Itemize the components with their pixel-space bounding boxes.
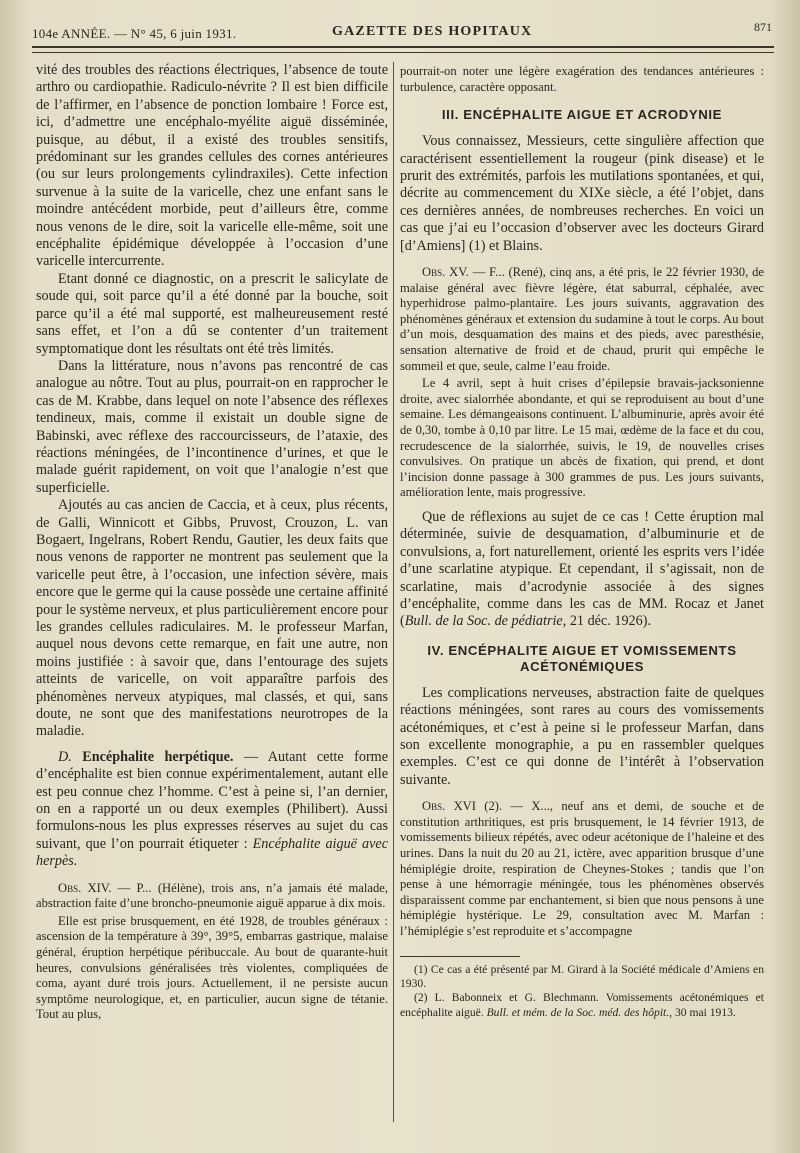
left-column [36,62,388,1023]
paragraph: Les complications nerveuses, abstraction faite de quelques réactions méningées, sont rares au cours des vomissements acétonémiques, et c’est à peine si le professeur Marfan, dans son excellente monographie, a pu en rassembler quelques exemples. C’est ce qui donne de l’intérêt à l’observation suivante. [400,684,764,788]
footnote-rule [400,956,520,957]
paragraph: Vous connaissez, Messieurs, cette singulière affection que caractérisent essentiellement la rougeur (pink disease) et le prurit des extrémités, parfois les mutilations spontanées, et qui, décrite au commencement du XIXe siècle, a été l’objet, dans ces dernières années, de nombreuses recherches. En voici un cas que j’ai eu l’occasion d’observer avec les docteurs Girard [d’Amiens] (1) et Blains. [400,133,764,254]
paragraph [400,509,764,631]
obs-label: Obs. XVI (2). [422,799,503,814]
observation-15 [400,265,764,374]
obs-text: — F... (René), cinq ans, a été pris, le 22 février 1930, de malaise général avec fièvre légère, état saburral, céphalée, avec hyperhidrose palmo-plantaire. Les jours suivants, aggravation des phénomènes généraux et extension du sudamine à tout le corps. Au bout d’un mois, desquamation des mains et des pieds, avec paresthésie, sensation alternative de froid et de chaud, prurit qui empêche le sommeil et que, seule, calme l’eau froide. [400,265,764,373]
obs-text: — X..., neuf ans et demi, de souche et de constitution arthritiques, est pris brusquement, le 14 février 1913, de vomissements bilieux répétés, avec odeur acétonique de l’haleine et des urines. Dans la nuit du 20 au 21, ictère, avec apparition brusque d’une hémiplégie droite, respiration de Cheynes-Stokes ; tandis que l’on pense à une hémorragie méningée, tous les phénomènes observés disparaissent comme par enchantement, si bien que nous pensons à une hémiplégie hystérique. Le 29, consultation avec M. Marfan : l’hémiplégie s’est reproduite et s’accompagne [400,799,764,938]
obs-label: Obs. XIV. [58,880,112,895]
paragraph: Etant donné ce diagnostic, on a prescrit le salicylate de soude qui, soit parce qu’il a été donné par la bouche, soit parce qu’il a été mal supporté, est malheureusement resté sans effet, et l’on a dû se contenter d’un traitement symptomatique dont les résultats ont été très limités. [36,270,388,357]
section-heading-iii: III. ENCÉPHALITE AIGUE ET ACRODYNIE [441,107,723,123]
observation-14-body: Elle est prise brusquement, en été 1928, de troubles généraux : ascension de la température à 39°, 39°5, embarras gastrique, malaise général, éruption herpétique péribuccale. Au bout de quarante-huit heures, convulsions généralisées très violentes, compliquées de coma, ayant duré trois jours. Actuellement, il ne persiste aucun symptôme neurologique, et, en particulier, aucun signe de tétanie. Tout au plus, [36,913,388,1022]
text: Que de réflexions au sujet de ce cas ! Cette éruption mal déterminée, suivie de desquamation, d’albuminurie et de convulsions, a, fort naturellement, orienté les esprits vers l’idée d’une scarlatine atypique. Et cependant, il s’agissait, non de scarlatine, mais d’acrodynie associée à des signes d’encéphalite, comme dans les cas de MM. Rocaz et Janet ( [400,508,764,630]
page-header [32,22,772,44]
footnote-1: (1) Ce cas a été présenté par M. Girard à la Société médicale d’Amiens en 1930. [400,962,764,990]
citation-italic: Bull. de la Soc. de pédiatrie [404,613,563,630]
observation-16 [400,799,764,939]
section-d-label: D. [58,748,72,765]
obs-text: — P... (Hélène), trois ans, n’a jamais été malade, abstraction faite d’une broncho-pneumonie aiguë apparue à dix mois. [36,880,388,911]
paragraph: Ajoutés au cas ancien de Caccia, et à ceux, plus récents, de Galli, Winnicott et Gibbs, Pruvost, Crouzon, L. van Bogaert, Ingelrans, Robert Rendu, Gautier, les deux faits que nous venons de rapporter ne montrent pas seulement que la varicelle peut être, à l’occasion, une infection sévère, mais encore que le germe qui la cause possède une certaine affinité pour le système nerveux, et plus particulièrement encore pour les grandes cellules radiculaires. M. le professeur Marfan, auquel nous devons cette remarque, en fait une autre, non moins justifiée : à savoir que, dans l’entourage des sujets atteints de varicelle, on voit apparaître parfois des phénomènes nerveux atypiques, mal classés, et qui, sans doute, ne sont que des manifestations neurotropes de la maladie. [36,497,388,740]
text: (2) L. Babonneix et G. Blechmann. Vomissements acétonémiques et encéphalite aiguë. [400,991,764,1019]
citation-italic: Bull. et mém. de la Soc. méd. des hôpit. [486,1005,670,1019]
issue-info: 104e ANNÉE. — N° 45, 6 juin 1931. [32,26,237,41]
observation-15-body: Le 4 avril, sept à huit crises d’épilepsie bravais-jacksonienne droite, avec sialorrhée abondante, et qui se reproduisent au bout d’une semaine. Les démangeaisons continuent. L’albuminurie, après avoir été de 0,30, tombe à 0,10 par litre. Le 15 mai, œdème de la face et du cou, recrudescence de la sialorrhée, suivis, le 19, de nouvelles crises convulsives. On pratique un abcès de fixation, qui prend, et dont l’incision donne passage à 300 grammes de pus. Les jours suivants, amélioration lente, mais progressive. [400,376,764,500]
header-rule [32,46,774,53]
section-d-italic: Encéphalite aiguë avec herpès. [36,835,388,870]
text: , 30 mai 1913. [669,1005,736,1019]
journal-title: GAZETTE DES HOPITAUX [332,24,533,39]
page-number: 871 [754,20,772,34]
column-divider [393,62,394,1122]
right-column [400,62,764,1020]
section-heading-iv: IV. ENCÉPHALITE AIGUE ET VOMISSEMENTS ACÉTONÉMIQUES [427,642,737,674]
text: , 21 déc. 1926). [562,613,651,630]
continued-text: pourrait-on noter une légère exagération des tendances antérieures : turbulence, caractère opposant. [400,64,764,94]
paragraph: vité des troubles des réactions électriques, l’absence de toute arthro ou cardiopathie. Radiculo-névrite ? Il est bien difficile de l’affirmer, en l’absence de ponction lombaire ! Force est, ici, d’admettre une encéphalo-myélite aiguë disséminée, puisque, au début, il a existé des troubles sensitifs, prédominant sur les grandes cellules des cornes antérieures (ou sur leurs prolongements cylindraxiles). Cette infection survenue à la suite de la varicelle, chez une enfant sans le moindre antécédent morbide, peut d’ailleurs être, comme nous venons de le dire, soit la varicelle elle-même, soit une encéphalite épidémique développée à l’occasion d’une varicelle intercurrente. [36,62,388,270]
footnote-2 [400,991,764,1020]
section-d [36,749,388,871]
section-d-body: — Autant cette forme d’encéphalite est bien connue expérimentalement, autant elle est peu connue chez l’homme. C’est à peine si, l’an dernier, on en a rapporté un ou deux exemples (Philibert). Aussi formulons-nous les plus expresses réserves au sujet du cas suivant, que l’on pourrait étiqueter : [36,748,389,852]
paragraph: Dans la littérature, nous n’avons pas rencontré de cas analogue au nôtre. Tout au plus, pourrait-on en rapprocher le cas de M. Krabbe, dans lequel on note l’absence des réflexes tendineux, mais, comme il existait un double signe de Babinski, avec réflexe des raccourcisseurs, de l’ataxie, des réactions méningées, de l’incontinence d’urines, et que le malade guérit rapidement, on voit que l’analogie n’est que superficielle. [36,357,388,496]
obs-label: Obs. XV. [422,265,469,280]
section-d-title: Encéphalite herpétique. [82,748,234,765]
observation-14 [36,881,388,912]
